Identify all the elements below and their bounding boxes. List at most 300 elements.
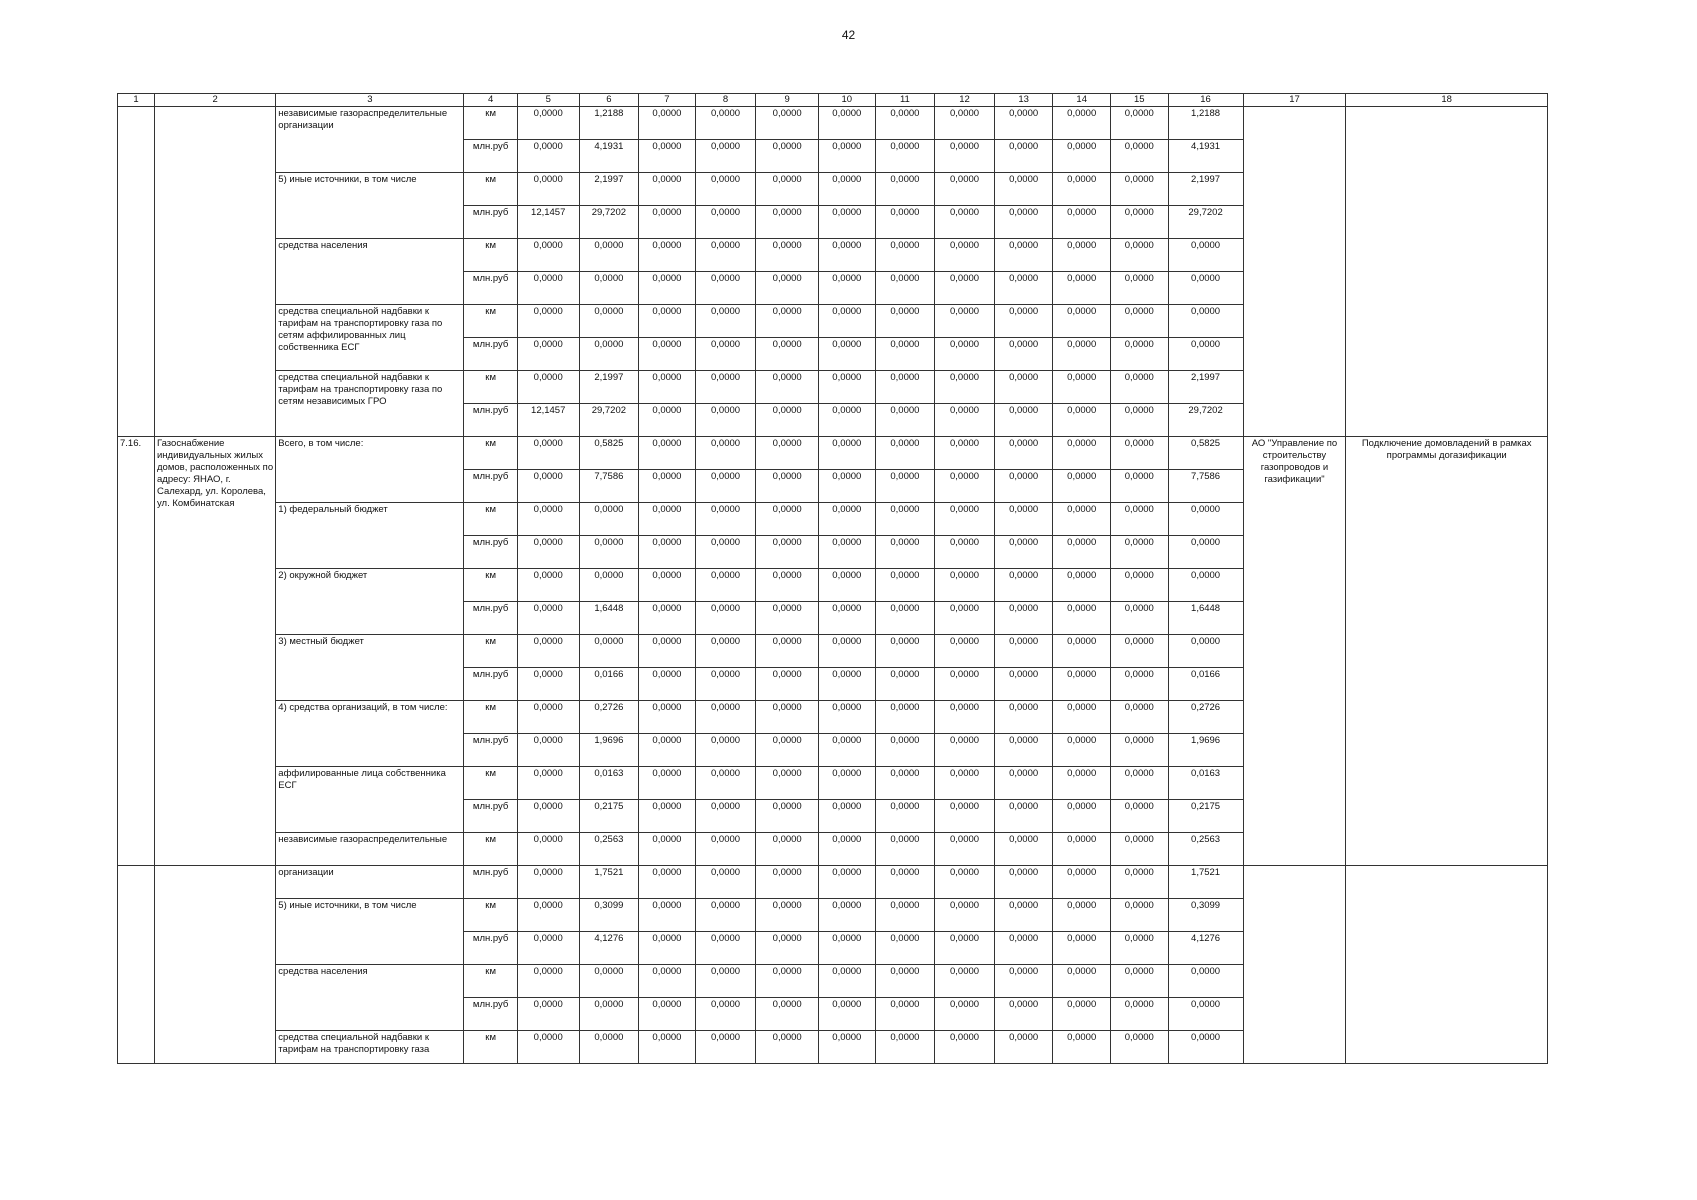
column-header: 10 [819, 94, 876, 107]
value-cell: 0,0000 [819, 338, 876, 371]
value-cell: 0,0000 [875, 998, 935, 1031]
value-cell: 0,0000 [935, 272, 995, 305]
value-cell: 0,0000 [695, 932, 756, 965]
value-cell: 0,0000 [639, 998, 696, 1031]
value-cell: 7,7586 [1168, 470, 1243, 503]
value-cell: 29,7202 [579, 404, 639, 437]
value-cell: 1,6448 [579, 602, 639, 635]
unit-cell: км [464, 965, 517, 998]
value-cell: 0,0000 [579, 635, 639, 668]
value-cell: 0,0000 [935, 932, 995, 965]
value-cell: 0,0163 [579, 767, 639, 800]
value-cell: 0,0000 [875, 239, 935, 272]
value-cell: 0,0000 [819, 371, 876, 404]
value-cell: 1,7521 [579, 866, 639, 899]
value-cell: 0,0000 [994, 1031, 1053, 1064]
value-cell: 0,0000 [819, 305, 876, 338]
unit-cell: млн.руб [464, 866, 517, 899]
value-cell: 0,0000 [935, 371, 995, 404]
column-header: 16 [1168, 94, 1243, 107]
value-cell: 0,0000 [517, 140, 579, 173]
value-cell: 0,0000 [756, 734, 819, 767]
value-cell: 0,3099 [579, 899, 639, 932]
column-header: 1 [118, 94, 155, 107]
value-cell: 0,0000 [517, 107, 579, 140]
value-cell: 0,2726 [579, 701, 639, 734]
value-cell: 0,0000 [935, 437, 995, 470]
value-cell: 2,1997 [1168, 371, 1243, 404]
value-cell: 0,0000 [756, 965, 819, 998]
value-cell: 0,0000 [819, 833, 876, 866]
value-cell: 0,0000 [1110, 932, 1168, 965]
value-cell: 0,0000 [875, 965, 935, 998]
value-cell: 0,0000 [756, 602, 819, 635]
source-label: средства специальной надбавки к тарифам на транспортировку газа [276, 1031, 464, 1064]
value-cell: 0,0000 [1168, 965, 1243, 998]
value-cell: 0,0000 [517, 173, 579, 206]
value-cell: 0,0000 [756, 899, 819, 932]
value-cell: 0,0000 [639, 833, 696, 866]
value-cell: 0,0000 [875, 899, 935, 932]
value-cell: 0,0000 [935, 998, 995, 1031]
value-cell: 0,0000 [756, 107, 819, 140]
value-cell: 0,0000 [994, 206, 1053, 239]
value-cell: 0,0000 [819, 899, 876, 932]
source-label: 2) окружной бюджет [276, 569, 464, 635]
value-cell: 0,0000 [819, 1031, 876, 1064]
source-label: 1) федеральный бюджет [276, 503, 464, 569]
object-name: Газоснабжение индивидуальных жилых домов, расположенных по адресу: ЯНАО, г. Салехард, ул. Королева, ул. Комбинатская [155, 437, 276, 866]
value-cell: 0,0000 [756, 668, 819, 701]
note-cell [1346, 866, 1548, 1064]
column-header: 6 [579, 94, 639, 107]
value-cell: 0,0000 [695, 239, 756, 272]
value-cell: 0,0000 [756, 932, 819, 965]
value-cell: 4,1931 [579, 140, 639, 173]
value-cell: 0,0000 [1053, 998, 1111, 1031]
value-cell: 0,0000 [819, 965, 876, 998]
value-cell: 0,0000 [1053, 404, 1111, 437]
value-cell: 4,1276 [579, 932, 639, 965]
value-cell: 0,0000 [1168, 503, 1243, 536]
source-label: независимые газораспределительные организации [276, 107, 464, 173]
value-cell: 0,0000 [819, 701, 876, 734]
source-label: аффилированные лица собственника ЕСГ [276, 767, 464, 833]
value-cell: 0,0000 [1110, 569, 1168, 602]
value-cell: 0,0000 [517, 305, 579, 338]
value-cell: 0,0000 [875, 569, 935, 602]
value-cell: 0,0000 [1168, 305, 1243, 338]
value-cell: 0,0000 [935, 569, 995, 602]
executor-cell [1243, 107, 1346, 437]
value-cell: 0,0000 [756, 569, 819, 602]
value-cell: 0,0000 [695, 734, 756, 767]
column-header: 18 [1346, 94, 1548, 107]
value-cell: 0,0000 [639, 536, 696, 569]
value-cell: 0,0000 [994, 305, 1053, 338]
value-cell: 0,0000 [819, 800, 876, 833]
value-cell: 0,0000 [1053, 602, 1111, 635]
value-cell: 0,0000 [994, 635, 1053, 668]
value-cell: 0,0000 [517, 899, 579, 932]
value-cell: 12,1457 [517, 206, 579, 239]
value-cell: 0,0000 [819, 932, 876, 965]
value-cell: 1,6448 [1168, 602, 1243, 635]
source-label: 5) иные источники, в том числе [276, 173, 464, 239]
value-cell: 0,0000 [1053, 338, 1111, 371]
value-cell: 0,0000 [1168, 569, 1243, 602]
value-cell: 0,0000 [1110, 767, 1168, 800]
value-cell: 0,0000 [875, 107, 935, 140]
value-cell: 0,0000 [1110, 404, 1168, 437]
value-cell: 0,0000 [639, 932, 696, 965]
value-cell: 0,0000 [517, 503, 579, 536]
value-cell: 0,0000 [695, 800, 756, 833]
value-cell: 0,0000 [517, 536, 579, 569]
source-label: средства специальной надбавки к тарифам на транспортировку газа по сетям независимых ГРО [276, 371, 464, 437]
value-cell: 0,0000 [994, 965, 1053, 998]
value-cell: 0,0000 [935, 701, 995, 734]
value-cell: 0,0000 [935, 602, 995, 635]
value-cell: 0,0000 [935, 800, 995, 833]
value-cell: 0,0000 [579, 305, 639, 338]
value-cell: 0,0000 [1053, 668, 1111, 701]
value-cell: 4,1276 [1168, 932, 1243, 965]
column-header: 8 [695, 94, 756, 107]
executor-cell [1243, 866, 1346, 1064]
value-cell: 0,0000 [994, 239, 1053, 272]
unit-cell: км [464, 569, 517, 602]
source-label: 5) иные источники, в том числе [276, 899, 464, 965]
value-cell: 0,0000 [1053, 470, 1111, 503]
value-cell: 0,0000 [517, 239, 579, 272]
value-cell: 0,0000 [639, 767, 696, 800]
value-cell: 0,0000 [579, 536, 639, 569]
value-cell: 0,0000 [695, 701, 756, 734]
value-cell: 0,0000 [756, 371, 819, 404]
value-cell: 0,0000 [819, 404, 876, 437]
value-cell: 0,0000 [639, 602, 696, 635]
unit-cell: млн.руб [464, 206, 517, 239]
value-cell: 0,0000 [875, 734, 935, 767]
value-cell: 0,0000 [1053, 272, 1111, 305]
value-cell: 0,0000 [994, 437, 1053, 470]
value-cell: 0,0000 [935, 140, 995, 173]
value-cell: 0,0000 [994, 338, 1053, 371]
value-cell: 0,0166 [1168, 668, 1243, 701]
value-cell: 0,0000 [639, 140, 696, 173]
value-cell: 0,0000 [1053, 734, 1111, 767]
value-cell: 0,0000 [639, 635, 696, 668]
value-cell: 0,0000 [994, 899, 1053, 932]
value-cell: 0,0000 [1110, 668, 1168, 701]
value-cell: 0,0000 [819, 239, 876, 272]
source-label: независимые газораспределительные [276, 833, 464, 866]
value-cell: 0,0000 [994, 173, 1053, 206]
value-cell: 0,0000 [819, 569, 876, 602]
unit-cell: км [464, 437, 517, 470]
value-cell: 0,0000 [517, 272, 579, 305]
value-cell: 0,0000 [756, 1031, 819, 1064]
value-cell: 29,7202 [1168, 206, 1243, 239]
value-cell: 0,0000 [819, 668, 876, 701]
value-cell: 0,0000 [935, 734, 995, 767]
unit-cell: км [464, 635, 517, 668]
value-cell: 0,0000 [695, 140, 756, 173]
value-cell: 0,0000 [517, 371, 579, 404]
column-header: 4 [464, 94, 517, 107]
value-cell: 0,0000 [695, 965, 756, 998]
value-cell: 0,0000 [1053, 140, 1111, 173]
value-cell: 0,0000 [695, 437, 756, 470]
value-cell: 0,0000 [1053, 767, 1111, 800]
value-cell: 0,0000 [695, 767, 756, 800]
value-cell: 0,0000 [756, 470, 819, 503]
page-number: 42 [841, 28, 856, 42]
unit-cell: млн.руб [464, 272, 517, 305]
source-label: 3) местный бюджет [276, 635, 464, 701]
object-name [155, 866, 276, 1064]
value-cell: 0,0000 [695, 833, 756, 866]
value-cell: 0,0000 [695, 206, 756, 239]
value-cell: 0,0000 [1053, 239, 1111, 272]
value-cell: 1,7521 [1168, 866, 1243, 899]
value-cell: 0,0000 [1053, 701, 1111, 734]
value-cell: 0,0000 [1053, 536, 1111, 569]
value-cell: 2,1997 [579, 173, 639, 206]
value-cell: 0,0000 [1110, 503, 1168, 536]
value-cell: 1,2188 [1168, 107, 1243, 140]
value-cell: 0,0000 [579, 569, 639, 602]
unit-cell: км [464, 107, 517, 140]
value-cell: 0,0000 [935, 173, 995, 206]
unit-cell: млн.руб [464, 536, 517, 569]
value-cell: 0,0000 [1053, 635, 1111, 668]
item-number [118, 107, 155, 437]
value-cell: 0,0000 [517, 338, 579, 371]
value-cell: 0,0000 [695, 371, 756, 404]
value-cell: 29,7202 [1168, 404, 1243, 437]
value-cell: 0,0000 [1110, 899, 1168, 932]
value-cell: 0,0000 [1110, 800, 1168, 833]
unit-cell: млн.руб [464, 470, 517, 503]
executor-cell: АО "Управление по строительству газопроводов и газификации" [1243, 437, 1346, 866]
value-cell: 0,0000 [994, 536, 1053, 569]
value-cell: 0,0000 [639, 470, 696, 503]
value-cell: 0,0000 [875, 371, 935, 404]
value-cell: 0,0000 [875, 503, 935, 536]
value-cell: 1,2188 [579, 107, 639, 140]
value-cell: 0,0000 [639, 338, 696, 371]
value-cell: 0,0000 [695, 998, 756, 1031]
value-cell: 0,0000 [517, 800, 579, 833]
unit-cell: км [464, 767, 517, 800]
value-cell: 0,0000 [695, 569, 756, 602]
value-cell: 0,0000 [819, 734, 876, 767]
table-row [118, 107, 1548, 140]
value-cell: 0,0000 [639, 437, 696, 470]
value-cell: 0,0000 [875, 338, 935, 371]
value-cell: 0,3099 [1168, 899, 1243, 932]
value-cell: 0,0000 [875, 437, 935, 470]
value-cell: 0,0000 [639, 371, 696, 404]
value-cell: 0,0000 [875, 1031, 935, 1064]
item-number [118, 866, 155, 1064]
value-cell: 0,0000 [819, 536, 876, 569]
unit-cell: млн.руб [464, 932, 517, 965]
value-cell: 0,0000 [1110, 965, 1168, 998]
value-cell: 0,0000 [695, 602, 756, 635]
value-cell: 0,0000 [756, 239, 819, 272]
value-cell: 0,0000 [994, 800, 1053, 833]
value-cell: 0,0000 [1168, 272, 1243, 305]
value-cell: 0,0000 [579, 1031, 639, 1064]
value-cell: 0,0000 [994, 668, 1053, 701]
source-label: организации [276, 866, 464, 899]
value-cell: 0,2563 [1168, 833, 1243, 866]
value-cell: 0,0000 [756, 173, 819, 206]
value-cell: 0,0000 [695, 173, 756, 206]
column-header: 12 [935, 94, 995, 107]
value-cell: 0,0000 [1053, 800, 1111, 833]
value-cell: 0,0000 [935, 899, 995, 932]
value-cell: 0,0000 [994, 932, 1053, 965]
value-cell: 0,0000 [517, 701, 579, 734]
value-cell: 0,0000 [639, 701, 696, 734]
value-cell: 0,0166 [579, 668, 639, 701]
value-cell: 0,0000 [756, 206, 819, 239]
value-cell: 0,0000 [756, 536, 819, 569]
value-cell: 0,0000 [994, 998, 1053, 1031]
column-header: 2 [155, 94, 276, 107]
value-cell: 0,0000 [756, 866, 819, 899]
value-cell: 1,9696 [1168, 734, 1243, 767]
value-cell: 0,0000 [639, 899, 696, 932]
value-cell: 0,2175 [1168, 800, 1243, 833]
value-cell: 0,0000 [935, 239, 995, 272]
value-cell: 0,0000 [517, 833, 579, 866]
value-cell: 0,0000 [639, 569, 696, 602]
value-cell: 0,0000 [1053, 833, 1111, 866]
value-cell: 0,0000 [935, 635, 995, 668]
value-cell: 0,0000 [695, 338, 756, 371]
value-cell: 0,0000 [1168, 239, 1243, 272]
value-cell: 0,0000 [935, 503, 995, 536]
unit-cell: км [464, 1031, 517, 1064]
value-cell: 0,0000 [517, 470, 579, 503]
value-cell: 0,0000 [819, 635, 876, 668]
value-cell: 0,0000 [695, 305, 756, 338]
value-cell: 0,0000 [756, 503, 819, 536]
source-label: средства населения [276, 239, 464, 305]
value-cell: 0,0000 [994, 503, 1053, 536]
value-cell: 0,0000 [875, 602, 935, 635]
value-cell: 0,0000 [695, 536, 756, 569]
value-cell: 0,5825 [579, 437, 639, 470]
value-cell: 0,0000 [935, 206, 995, 239]
column-header: 7 [639, 94, 696, 107]
value-cell: 0,0000 [1110, 998, 1168, 1031]
value-cell: 0,0000 [935, 767, 995, 800]
value-cell: 0,0163 [1168, 767, 1243, 800]
value-cell: 1,9696 [579, 734, 639, 767]
value-cell: 0,0000 [695, 1031, 756, 1064]
value-cell: 0,0000 [935, 866, 995, 899]
value-cell: 0,0000 [1168, 998, 1243, 1031]
value-cell: 0,0000 [639, 503, 696, 536]
value-cell: 0,0000 [1053, 371, 1111, 404]
value-cell: 0,0000 [756, 338, 819, 371]
item-number: 7.16. [118, 437, 155, 866]
column-header: 17 [1243, 94, 1346, 107]
value-cell: 0,0000 [935, 833, 995, 866]
value-cell: 0,0000 [994, 140, 1053, 173]
value-cell: 0,0000 [819, 107, 876, 140]
value-cell: 0,0000 [994, 404, 1053, 437]
value-cell: 0,0000 [639, 173, 696, 206]
value-cell: 0,0000 [1168, 635, 1243, 668]
value-cell: 0,0000 [517, 734, 579, 767]
value-cell: 0,0000 [875, 470, 935, 503]
value-cell: 0,0000 [695, 668, 756, 701]
value-cell: 0,0000 [1168, 1031, 1243, 1064]
value-cell: 0,0000 [756, 305, 819, 338]
value-cell: 0,0000 [1053, 932, 1111, 965]
column-header: 13 [994, 94, 1053, 107]
value-cell: 12,1457 [517, 404, 579, 437]
table-row [118, 866, 1548, 899]
value-cell: 0,0000 [756, 437, 819, 470]
value-cell: 0,0000 [819, 866, 876, 899]
note-cell [1346, 107, 1548, 437]
value-cell: 0,0000 [994, 107, 1053, 140]
value-cell: 0,0000 [579, 272, 639, 305]
value-cell: 0,0000 [875, 635, 935, 668]
value-cell: 0,0000 [756, 800, 819, 833]
value-cell: 0,0000 [875, 668, 935, 701]
value-cell: 0,0000 [1110, 206, 1168, 239]
value-cell: 0,0000 [1110, 635, 1168, 668]
value-cell: 0,0000 [819, 470, 876, 503]
column-header: 3 [276, 94, 464, 107]
value-cell: 0,0000 [875, 536, 935, 569]
value-cell: 0,0000 [756, 998, 819, 1031]
value-cell: 2,1997 [579, 371, 639, 404]
value-cell: 0,0000 [579, 503, 639, 536]
value-cell: 0,0000 [875, 800, 935, 833]
unit-cell: млн.руб [464, 338, 517, 371]
value-cell: 0,0000 [935, 305, 995, 338]
unit-cell: км [464, 503, 517, 536]
unit-cell: млн.руб [464, 404, 517, 437]
value-cell: 0,0000 [875, 833, 935, 866]
value-cell: 0,0000 [875, 932, 935, 965]
value-cell: 0,0000 [639, 1031, 696, 1064]
unit-cell: км [464, 305, 517, 338]
value-cell: 0,0000 [639, 668, 696, 701]
value-cell: 0,0000 [639, 272, 696, 305]
value-cell: 0,0000 [1110, 173, 1168, 206]
value-cell: 2,1997 [1168, 173, 1243, 206]
value-cell: 0,0000 [994, 701, 1053, 734]
value-cell: 0,0000 [875, 404, 935, 437]
value-cell: 0,0000 [935, 404, 995, 437]
value-cell: 0,0000 [819, 140, 876, 173]
value-cell: 0,0000 [579, 965, 639, 998]
unit-cell: км [464, 371, 517, 404]
value-cell: 0,0000 [579, 239, 639, 272]
value-cell: 0,0000 [1053, 437, 1111, 470]
